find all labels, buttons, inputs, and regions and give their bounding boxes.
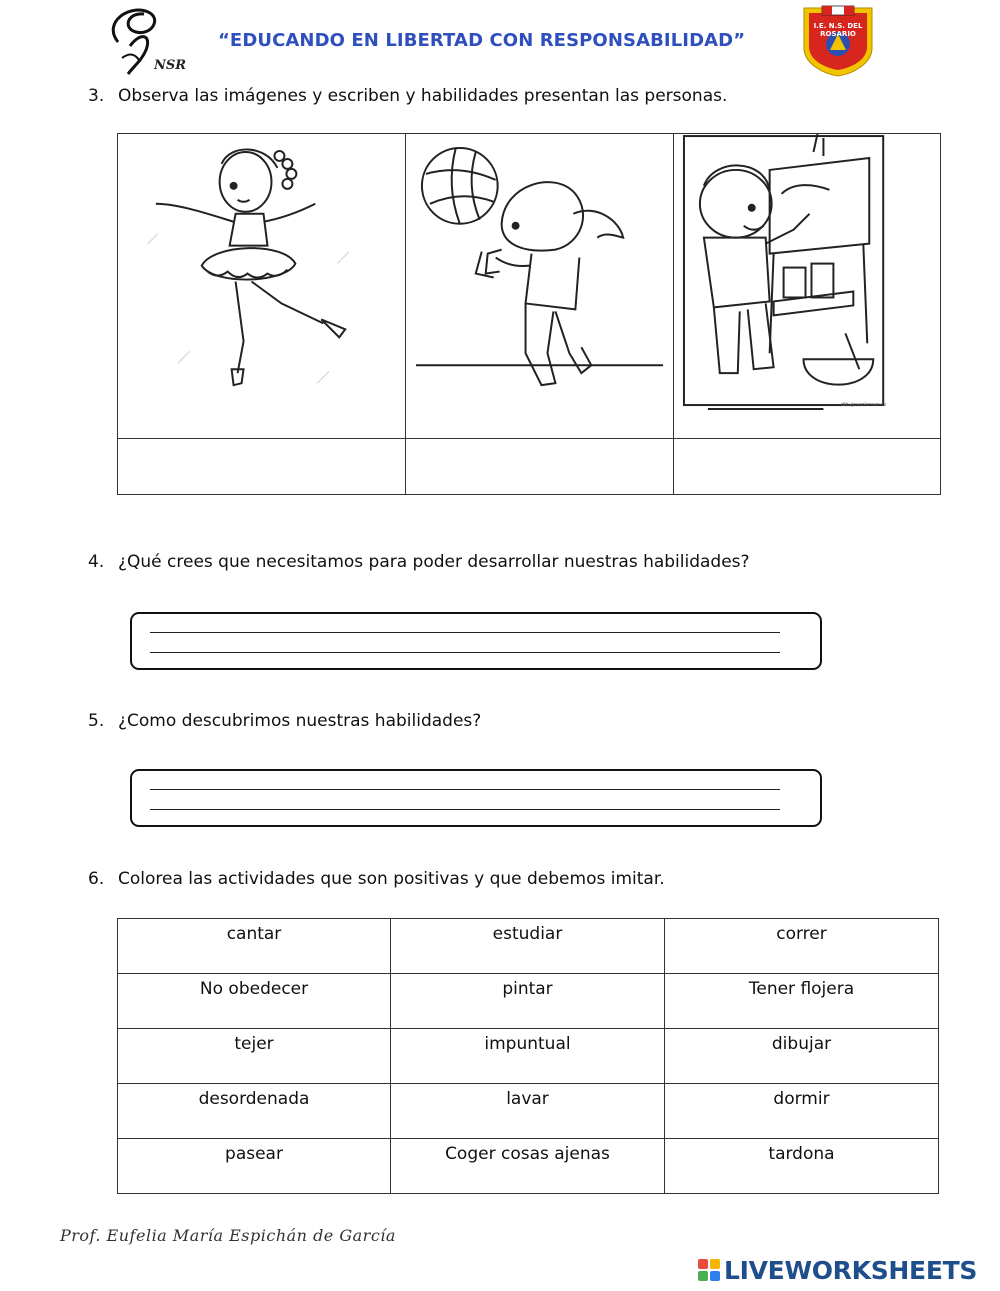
activities-table bbox=[117, 918, 939, 1194]
activity-cell[interactable]: pintar bbox=[391, 974, 665, 1029]
activity-cell[interactable]: dibujar bbox=[665, 1029, 939, 1084]
activity-cell[interactable]: desordenada bbox=[118, 1084, 391, 1139]
writing-line bbox=[150, 789, 780, 790]
liveworksheets-wordmark: LIVEWORKSHEETS bbox=[724, 1255, 978, 1285]
question-number: 5. bbox=[88, 711, 105, 731]
question-5 bbox=[88, 711, 481, 731]
activity-cell[interactable]: Tener flojera bbox=[665, 974, 939, 1029]
question-number: 4. bbox=[88, 552, 105, 572]
activity-cell[interactable]: impuntual bbox=[391, 1029, 665, 1084]
activity-cell[interactable]: No obedecer bbox=[118, 974, 391, 1029]
question-4 bbox=[88, 552, 750, 572]
liveworksheets-logo[interactable] bbox=[698, 1253, 977, 1287]
brand-square bbox=[710, 1259, 720, 1269]
activity-cell[interactable]: correr bbox=[665, 919, 939, 974]
activity-cell[interactable]: estudiar bbox=[391, 919, 665, 974]
table-row bbox=[118, 1084, 939, 1139]
answer-box-question-5[interactable] bbox=[130, 769, 822, 827]
answer-cell-volleyball[interactable] bbox=[406, 439, 674, 495]
writing-line bbox=[150, 632, 780, 633]
teacher-signature: Prof. Eufelia María Espichán de García bbox=[60, 1226, 396, 1245]
image-credit: dibujoscolorear.es bbox=[840, 402, 886, 408]
writing-line bbox=[150, 809, 780, 810]
table-row bbox=[118, 1139, 939, 1194]
school-logo bbox=[100, 2, 200, 78]
ballerina-drawing-icon bbox=[118, 134, 405, 438]
question-3 bbox=[88, 86, 727, 106]
answer-box-question-4[interactable] bbox=[130, 612, 822, 670]
table-row bbox=[118, 1029, 939, 1084]
question-text: ¿Como descubrimos nuestras habilidades? bbox=[118, 711, 482, 731]
school-motto: “EDUCANDO EN LIBERTAD CON RESPONSABILIDAD” bbox=[218, 30, 746, 51]
question-number: 3. bbox=[88, 86, 105, 106]
shield-icon bbox=[800, 4, 876, 78]
brand-square bbox=[698, 1259, 708, 1269]
picture-cell-volleyball bbox=[406, 134, 674, 439]
volleyball-player-drawing-icon bbox=[406, 134, 673, 438]
activity-cell[interactable]: cantar bbox=[118, 919, 391, 974]
liveworksheets-icon bbox=[698, 1259, 720, 1281]
picture-cell-painter bbox=[674, 134, 941, 439]
picture-cell-ballerina bbox=[118, 134, 406, 439]
school-crest bbox=[800, 4, 876, 78]
question-text: Observa las imágenes y escriben y habilidades presentan las personas. bbox=[118, 86, 728, 106]
activity-cell[interactable]: tejer bbox=[118, 1029, 391, 1084]
painter-drawing-icon bbox=[674, 134, 940, 438]
question-text: ¿Qué crees que necesitamos para poder desarrollar nuestras habilidades? bbox=[118, 552, 750, 572]
activity-cell[interactable]: tardona bbox=[665, 1139, 939, 1194]
question-6 bbox=[88, 869, 665, 889]
table-row bbox=[118, 919, 939, 974]
logo-initials: NSR bbox=[154, 58, 187, 73]
pictures-table bbox=[117, 133, 941, 495]
answer-cell-ballerina[interactable] bbox=[118, 439, 406, 495]
crest-text: I.E. N.S. DEL ROSARIO bbox=[813, 22, 863, 38]
brand-square bbox=[698, 1271, 708, 1281]
activity-cell[interactable]: pasear bbox=[118, 1139, 391, 1194]
activity-cell[interactable]: dormir bbox=[665, 1084, 939, 1139]
writing-line bbox=[150, 652, 780, 653]
question-text: Colorea las actividades que son positivas y que debemos imitar. bbox=[118, 869, 665, 889]
brand-square bbox=[710, 1271, 720, 1281]
table-row bbox=[118, 974, 939, 1029]
activity-cell[interactable]: Coger cosas ajenas bbox=[391, 1139, 665, 1194]
question-number: 6. bbox=[88, 869, 105, 889]
activity-cell[interactable]: lavar bbox=[391, 1084, 665, 1139]
answer-cell-painter[interactable] bbox=[674, 439, 941, 495]
